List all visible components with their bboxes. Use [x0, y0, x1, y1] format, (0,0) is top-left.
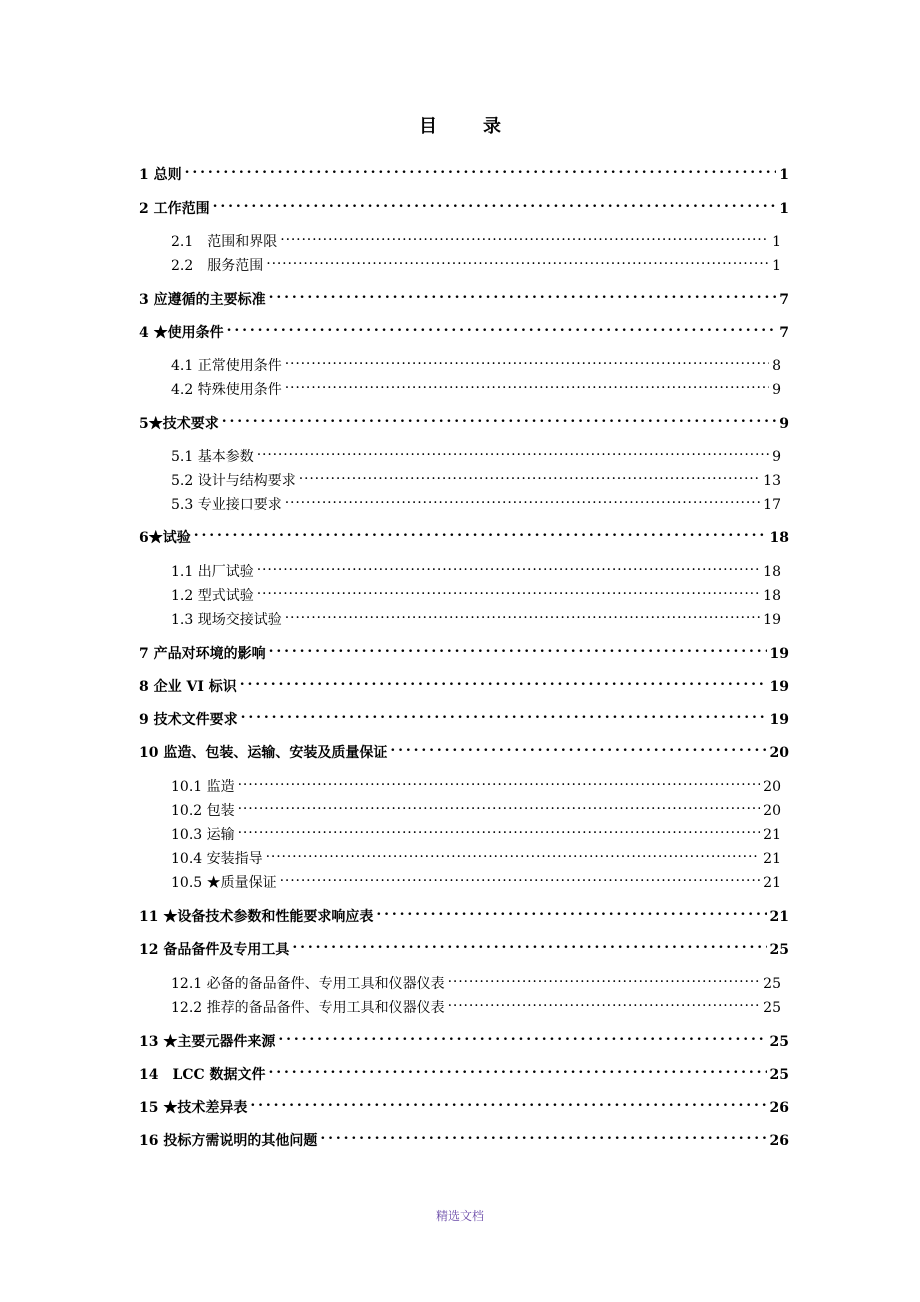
toc-entry-label: 14 LCC 数据文件 — [139, 1067, 266, 1083]
toc-entry-label: 10 监造、包装、运输、安装及质量保证 — [139, 745, 388, 761]
dot-leader — [285, 604, 760, 624]
toc-entry-9[interactable] — [139, 704, 789, 728]
toc-entry-2-1[interactable] — [171, 226, 781, 250]
toc-entry-label: 9 技术文件要求 — [139, 712, 238, 728]
toc-entry-10-4[interactable] — [171, 843, 781, 867]
toc-entry-page: 20 — [763, 779, 781, 795]
toc-entry-label: 1.1 出厂试验 — [171, 564, 254, 580]
dot-leader — [238, 819, 761, 839]
toc-title: 目 录 — [419, 116, 515, 137]
toc-entry-label: 8 企业 VI 标识 — [139, 679, 237, 695]
toc-entry-page: 9 — [772, 382, 781, 398]
toc-entry-page: 20 — [769, 745, 789, 761]
toc-entry-6-3[interactable] — [171, 604, 781, 628]
dot-leader — [280, 226, 769, 246]
toc-entry-label: 10.5 ★质量保证 — [171, 875, 277, 891]
dot-leader — [280, 867, 761, 887]
dot-leader — [227, 317, 777, 337]
toc-entry-10[interactable] — [139, 737, 789, 761]
toc-entry-12[interactable] — [139, 934, 789, 958]
toc-entry-12-1[interactable] — [171, 968, 781, 992]
toc-entry-page: 25 — [769, 1034, 789, 1050]
dot-leader — [376, 901, 766, 921]
dot-leader — [240, 671, 767, 691]
dot-leader — [250, 1092, 766, 1112]
toc-entry-label: 7 产品对环境的影响 — [139, 646, 266, 662]
toc-entry-label: 5★技术要求 — [139, 416, 219, 432]
toc-entry-4-2[interactable] — [171, 374, 781, 398]
toc-entry-page: 19 — [769, 679, 789, 695]
toc-entry-4[interactable] — [139, 317, 789, 341]
dot-leader — [194, 522, 767, 542]
toc-entry-page: 19 — [763, 612, 781, 628]
toc-entry-label: 12.2 推荐的备品备件、专用工具和仪器仪表 — [171, 1000, 445, 1016]
toc-entry-16[interactable] — [139, 1125, 789, 1149]
dot-leader — [299, 465, 760, 485]
toc-entry-page: 21 — [769, 909, 789, 925]
dot-leader — [292, 934, 766, 954]
dot-leader — [269, 1059, 767, 1079]
toc-entry-10-3[interactable] — [171, 819, 781, 843]
dot-leader — [238, 771, 761, 791]
toc-entry-label: 5.3 专业接口要求 — [171, 497, 282, 513]
toc-entry-label: 10.1 监造 — [171, 779, 235, 795]
dot-leader — [222, 408, 777, 428]
toc-entry-label: 10.3 运输 — [171, 827, 235, 843]
toc-entry-label: 6★试验 — [139, 530, 191, 546]
toc-entry-page: 9 — [779, 416, 789, 432]
toc-entry-page: 7 — [779, 325, 789, 341]
toc-entry-page: 1 — [779, 201, 789, 217]
toc-entry-page: 25 — [763, 976, 781, 992]
toc-entry-page: 17 — [763, 497, 781, 513]
toc-entry-10-5[interactable] — [171, 867, 781, 891]
toc-entry-label: 3 应遵循的主要标准 — [139, 292, 266, 308]
toc-entry-3[interactable] — [139, 284, 789, 308]
toc-entry-page: 18 — [763, 588, 781, 604]
dot-leader — [278, 1026, 766, 1046]
toc-entry-label: 11 ★设备技术参数和性能要求响应表 — [139, 909, 374, 925]
toc-entry-page: 13 — [763, 473, 781, 489]
toc-entry-1[interactable] — [139, 159, 789, 183]
dot-leader — [238, 795, 761, 815]
toc-entry-label: 15 ★技术差异表 — [139, 1100, 248, 1116]
dot-leader — [269, 638, 767, 658]
dot-leader — [448, 968, 761, 988]
dot-leader — [257, 580, 760, 600]
toc-entry-13[interactable] — [139, 1026, 789, 1050]
dot-leader — [213, 193, 777, 213]
toc-entry-page: 1 — [772, 234, 781, 250]
toc-entry-page: 19 — [769, 646, 789, 662]
toc-entry-2[interactable] — [139, 193, 789, 217]
dot-leader — [266, 250, 769, 270]
toc-entry-2-2[interactable] — [171, 250, 781, 274]
footer-watermark: 精选文档 — [435, 1209, 484, 1223]
dot-leader — [241, 704, 767, 724]
toc-entry-page: 9 — [772, 449, 781, 465]
toc-entry-page: 21 — [763, 827, 781, 843]
toc-entry-page: 7 — [779, 292, 789, 308]
toc-entry-label: 2.2 服务范围 — [171, 258, 264, 274]
toc-entry-5[interactable] — [139, 408, 789, 432]
dot-leader — [285, 350, 769, 370]
toc-entry-page: 19 — [769, 712, 789, 728]
dot-leader — [390, 737, 766, 757]
toc-entry-page: 1 — [779, 167, 789, 183]
toc-entry-page: 25 — [769, 1067, 789, 1083]
toc-entry-5-3[interactable] — [171, 489, 781, 513]
toc-entry-12-2[interactable] — [171, 992, 781, 1016]
toc-entry-page: 8 — [772, 358, 781, 374]
dot-leader — [448, 992, 761, 1012]
toc-entry-page: 21 — [763, 875, 781, 891]
toc-entry-page: 1 — [772, 258, 781, 274]
toc-entry-page: 20 — [763, 803, 781, 819]
toc-entry-page: 21 — [763, 851, 781, 867]
toc-entry-11[interactable] — [139, 901, 789, 925]
toc-entry-label: 16 投标方需说明的其他问题 — [139, 1133, 318, 1149]
toc-entry-label: 2.1 范围和界限 — [171, 234, 278, 250]
toc-entry-6[interactable] — [139, 522, 789, 546]
toc-entry-page: 26 — [769, 1100, 789, 1116]
toc-entry-label: 10.2 包装 — [171, 803, 235, 819]
dot-leader — [285, 489, 760, 509]
toc-entry-10-1[interactable] — [171, 771, 781, 795]
toc-entry-4-1[interactable] — [171, 350, 781, 374]
toc-entry-15[interactable] — [139, 1092, 789, 1116]
toc-entry-label: 2 工作范围 — [139, 201, 210, 217]
toc-entry-5-2[interactable] — [171, 465, 781, 489]
toc-entry-page: 25 — [769, 942, 789, 958]
toc-entry-label: 1 总则 — [139, 167, 182, 183]
toc-entry-6-1[interactable] — [171, 556, 781, 580]
toc-entry-label: 12 备品备件及专用工具 — [139, 942, 290, 958]
dot-leader — [257, 441, 769, 461]
toc-entry-5-1[interactable] — [171, 441, 781, 465]
dot-leader — [266, 843, 761, 863]
dot-leader — [257, 556, 760, 576]
dot-leader — [269, 284, 777, 304]
toc-entry-7[interactable] — [139, 638, 789, 662]
toc-entry-label: 1.2 型式试验 — [171, 588, 254, 604]
dot-leader — [185, 159, 777, 179]
toc-entry-14[interactable] — [139, 1059, 789, 1083]
toc-entry-label: 4.2 特殊使用条件 — [171, 382, 282, 398]
toc-entry-label: 4.1 正常使用条件 — [171, 358, 282, 374]
toc-entry-label: 4 ★使用条件 — [139, 325, 224, 341]
toc-entry-label: 5.1 基本参数 — [171, 449, 254, 465]
toc-entry-page: 25 — [763, 1000, 781, 1016]
toc-entry-8[interactable] — [139, 671, 789, 695]
toc-entry-10-2[interactable] — [171, 795, 781, 819]
toc-entry-page: 26 — [769, 1133, 789, 1149]
dot-leader — [320, 1125, 766, 1145]
toc-entry-label: 13 ★主要元器件来源 — [139, 1034, 276, 1050]
toc-entry-label: 1.3 现场交接试验 — [171, 612, 282, 628]
toc-entry-label: 10.4 安装指导 — [171, 851, 263, 867]
toc-entry-page: 18 — [763, 564, 781, 580]
dot-leader — [285, 374, 769, 394]
toc-entry-label: 5.2 设计与结构要求 — [171, 473, 296, 489]
toc-entry-page: 18 — [769, 530, 789, 546]
toc-entry-label: 12.1 必备的备品备件、专用工具和仪器仪表 — [171, 976, 445, 992]
toc-entry-6-2[interactable] — [171, 580, 781, 604]
